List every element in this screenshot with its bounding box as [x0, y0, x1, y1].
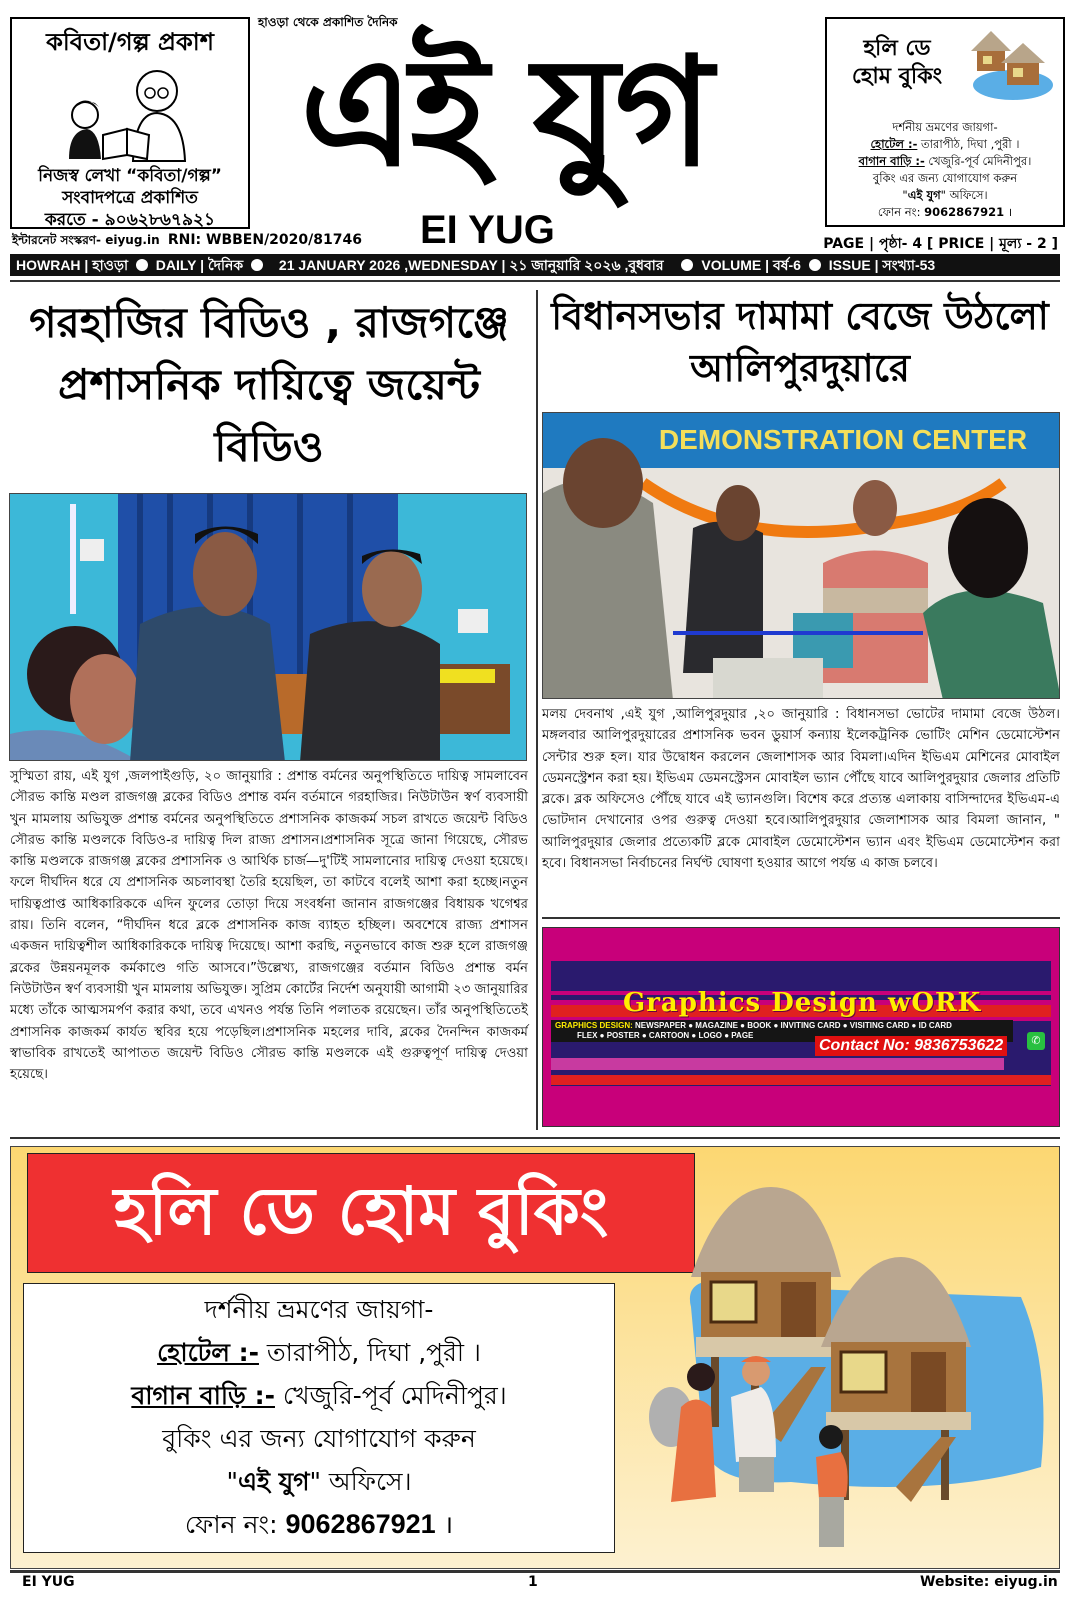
divider: [10, 280, 1060, 282]
bullet-icon: [136, 259, 148, 271]
services-label: GRAPHICS DESIGN:: [555, 1021, 633, 1030]
masthead-tagline: হাওড়া থেকে প্রকাশিত দৈনিক: [258, 15, 398, 29]
holiday-ad-phone: 9062867921: [924, 205, 1005, 219]
bullet-icon: [251, 259, 263, 271]
holiday-ad-office-rest: " অফিসে।: [309, 1467, 412, 1496]
newspaper-logo-bengali: এই যুগ: [300, 26, 710, 200]
footer-page-number: 1: [528, 1574, 538, 1590]
bullet-icon: [809, 259, 821, 271]
newspaper-logo-english: EI YUG: [420, 208, 555, 252]
holiday-ad-contact-line: বুকিং এর জন্য যোগাযোগ করুন: [162, 1424, 476, 1453]
article-left-photo: [9, 493, 527, 761]
holiday-ad-phone-label: ফোন নং:: [877, 205, 925, 219]
stilt-hut-icon: [963, 27, 1053, 102]
whatsapp-icon: ✆: [1027, 1032, 1045, 1050]
graphics-design-ad: [542, 927, 1060, 1127]
stilt-huts-travelers-illustration: [641, 1167, 1051, 1562]
red-stripe-bottom: [551, 1075, 1051, 1085]
footer-brand: EI YUG: [22, 1574, 75, 1590]
article-right-photo: [542, 412, 1060, 699]
holiday-ad-title-line2: হোম বুকিং: [851, 64, 943, 89]
internet-edition: ইন্টারনেট সংস্করণ- eiyug.in: [12, 233, 160, 247]
dateline-city: HOWRAH | হাওড়া: [16, 257, 129, 273]
poetry-ad-line3: করতে - ৯০৬২৮৬৭৯২১: [44, 210, 216, 230]
holiday-ad-banner-title: হলি ডে হোম বুকিং: [27, 1153, 695, 1273]
reading-illustration-icon: [55, 63, 205, 163]
dateline-issue: ISSUE | সংখ্যা-53: [828, 257, 936, 273]
article-left-headline: গরহাজির বিডিও , রাজগঞ্জে প্রশাসনিক দায়িত্বে জয়েন্ট বিডিও: [29, 298, 509, 471]
holiday-ad-info-box: [23, 1283, 615, 1553]
navy-band: [551, 961, 1051, 991]
holiday-ad-contact-line: বুকিং এর জন্য যোগাযোগ করুন: [872, 171, 1018, 185]
holiday-ad-garden-value: খেজুরি-পূর্ব মেদিনীপুর।: [924, 154, 1032, 168]
holiday-home-ad-large: [10, 1146, 1060, 1569]
holiday-ad-hotel-label: হোটেল :-: [157, 1338, 259, 1367]
poetry-ad-line1: নিজস্ব লেখা “কবিতা/গল্প”: [38, 166, 222, 186]
footer-website-link[interactable]: Website: eiyug.in: [920, 1574, 1058, 1590]
holiday-ad-office-name: এই যুগ: [237, 1467, 310, 1496]
holiday-ad-hotel-value: তারাপীঠ, দিঘা ,পুরী ।: [917, 137, 1020, 151]
services-line2: FLEX ● POSTER ● CARTOON ● LOGO ● PAGE: [577, 1031, 754, 1040]
article-right-body: মলয় দেবনাথ ,এই যুগ ,আলিপুরদুয়ার ,২০ জানুয়ারি : বিধানসভা ভোটের দামামা বেজে উঠল।মঙ্গলবার আলিপুরদুয়ারের প্রশাসনিক ভবন ডুয়ার্স কন্যায় ইলেকট্রনিক ভোটিং মেশিন ডেমোস্টেশন সেন্টার শুরু হল। যার উদ্বোধন করলেন জেলাশাসক আর বিমলা।এদিন ইভিএম মেশিনের মোবাইল ডেমনস্ট্রেশন করা হয়। ইভিএম ডেমনস্ট্রেসন মোবাইল ভ্যান পৌঁছে যাবে আলিপুরদুয়ার জেলার প্রতিটি ব্লকে। ব্লক অফিসেও পৌঁছে যাবে এই ভ্যানগুলি। বিশেষ করে প্রত্যন্ত এলাকায় বাসিন্দাদের ইভিএম-এ ভোটদান দেখানোর ওপর গুরুত্ব দেওয়া হবে।আলিপুরদুয়ার জেলাশাসক আর বিমলা জানান, " আলিপুরদুয়ার জেলার প্রত্যেকটি ব্লকে মোবাইল ডেমোস্টেশন ভ্যান এবং ইভিএম ডেমোস্টেশন করা হবে। বিধানসভা নির্বাচনের নির্ঘণ্ট ঘোষণা হওয়ার আগে পর্যন্ত এ কাজ চলবে।: [542, 707, 1060, 872]
poetry-ad-line2: সংবাদপত্রে প্রকাশিত: [62, 188, 198, 208]
article-left-body: সুস্মিতা রায়, এই যুগ ,জলপাইগুড়ি, ২০ জানুয়ারি : প্রশান্ত বর্মনের অনুপস্থিতিতে দায়িত্ব সামলাবেন সৌরভ কান্তি মণ্ডল রাজগঞ্জ ব্লকের বিডিও প্রশান্ত বর্মন বর্তমানে গরহাজির। নিউটাউন স্বর্ণ ব্যবসায়ী খুন মামলায় অভিযুক্ত প্রশান্ত বর্মনের অনুপস্থিতিতে প্রশাসনিক কাজকর্ম সচল রাখতে জয়েন্ট বিডিও সৌরভ কান্তি মণ্ডলকে বিডিও-র দায়িত্ব দিল রাজ্য প্রশাসন।প্রশাসনিক সূত্রে জানা গিয়েছে, সৌরভ কান্তি মণ্ডলকে রাজগঞ্জ ব্লকের প্রশাসনিক ও আর্থিক চার্জ—দু'টিই সামলানোর দায়িত্ব দেওয়া হয়েছে। ফলে দীর্ঘদিন ধরে যে প্রশাসনিক অচলাবস্থা তৈরি হয়েছিল, তা কাটবে বলেই আশা করা হচ্ছে।নতুন দায়িত্বপ্রাপ্ত আধিকারিককে এদিন ফুলের তোড়া দিয়ে সংবর্ধনা জানান রাজগঞ্জের বিধায়ক খগেশ্বর রায়। তিনি বলেন, “দীর্ঘদিন ধরে ব্লকে প্রশাসনিক কাজ ব্যাহত হচ্ছিল। অবশেষে রাজ্য প্রশাসন একজন দায়িত্বশীল আধিকারিককে দায়িত্ব দিয়েছে। আশা করছি, নতুনভাবে কাজ শুরু হলে রাজগঞ্জ ব্লকের উন্নয়নমূলক কর্মকাণ্ডে গতি আসবে।”উল্লেখ্য, রাজগঞ্জের বর্তমান বিডিও প্রশান্ত বর্মন নিউটাউন স্বর্ণ ব্যবসায়ী খুন মামলায় অভিযুক্ত। সুপ্রিম কোর্টের নির্দেশ অনুযায়ী আগামী ২৩ জানুয়ারির মধ্যে তাঁকে আত্মসমর্পণ করার কথা, তবে এখনও পর্যন্ত তিনি পলাতক রয়েছেন। তাঁর অনুপস্থিতিতেই প্রশাসনিক কাজকর্ম কার্যত স্থবির হয়ে পড়েছিল।প্রশাসনিক মহলের দাবি, ব্লকের দৈনন্দিন কাজকর্ম স্বাভাবিক রাখতেই আপাতত জয়েন্ট বিডিও সৌরভ কান্তি মণ্ডলকে এই গুরুত্বপূর্ণ দায়িত্ব দেওয়া হয়েছে।: [10, 769, 528, 1083]
holiday-ad-garden-label: বাগান বাড়ি :-: [858, 154, 925, 168]
page-price-info: PAGE | পৃষ্ঠা- 4 [ PRICE | মূল্য - 2 ]: [823, 236, 1058, 252]
phone-end-mark: ।: [1004, 205, 1013, 219]
holiday-ad-title-line1: হলি ডে: [863, 36, 931, 61]
article-right-headline: বিধানসভার দামামা বেজে উঠলো আলিপুরদুয়ারে: [551, 294, 1049, 390]
dateline-frequency: DAILY | দৈনিক: [155, 257, 244, 273]
poetry-story-ad: [10, 17, 250, 229]
holiday-ad-places-heading: দর্শনীয় ভ্রমণের জায়গা-: [204, 1295, 434, 1324]
holiday-ad-garden-value: খেজুরি-পূর্ব মেদিনীপুর।: [274, 1381, 507, 1410]
holiday-ad-hotel-value: তারাপীঠ, দিঘা ,পুরী ।: [258, 1338, 481, 1367]
graphics-ad-title: Graphics Design wORK: [623, 988, 982, 1018]
divider: [10, 1137, 1060, 1139]
column-divider: [536, 290, 538, 1130]
pink-stripe: [551, 1058, 1004, 1070]
dateline-volume: VOLUME | বর্ষ-6: [701, 257, 801, 273]
divider: [10, 1570, 1060, 1573]
bullet-icon: [681, 259, 693, 271]
holiday-ad-places-heading: দর্শনীয় ভ্রমণের জায়গা-: [892, 120, 998, 134]
holiday-home-ad-small: [825, 17, 1065, 227]
holiday-ad-office-rest: " অফিসে।: [940, 188, 988, 202]
holiday-ad-garden-label: বাগান বাড়ি :-: [131, 1381, 275, 1410]
poetry-ad-title: কবিতা/গল্প প্রকাশ: [46, 28, 214, 56]
holiday-ad-office-name: এই যুগ: [907, 188, 941, 202]
quote-mark: ": [226, 1467, 238, 1496]
holiday-ad-hotel-label: হোটেল :-: [870, 137, 918, 151]
graphics-ad-contact: Contact No: 9836753622: [815, 1036, 1007, 1056]
holiday-ad-phone-label: ফোন নং:: [184, 1510, 286, 1539]
quote-mark: ": [902, 188, 908, 202]
demonstration-center-sign: DEMONSTRATION CENTER: [658, 424, 1028, 455]
dateline-date: 21 JANUARY 2026 ,WEDNESDAY | ২১ জানুয়ারি ২০২৬ ,বুধবার: [278, 257, 664, 273]
services-line1: NEWSPAPER ● MAGAZINE ● BOOK ● INVITING CARD ● VISITING CARD ● ID CARD: [635, 1021, 952, 1030]
holiday-ad-phone: 9062867921: [285, 1509, 436, 1539]
edition-info: [12, 232, 362, 252]
dateline-bar: [10, 254, 1060, 276]
divider: [542, 917, 1060, 919]
rni-number: RNI: WBBEN/2020/81746: [167, 232, 362, 248]
phone-end-mark: ।: [435, 1510, 454, 1539]
